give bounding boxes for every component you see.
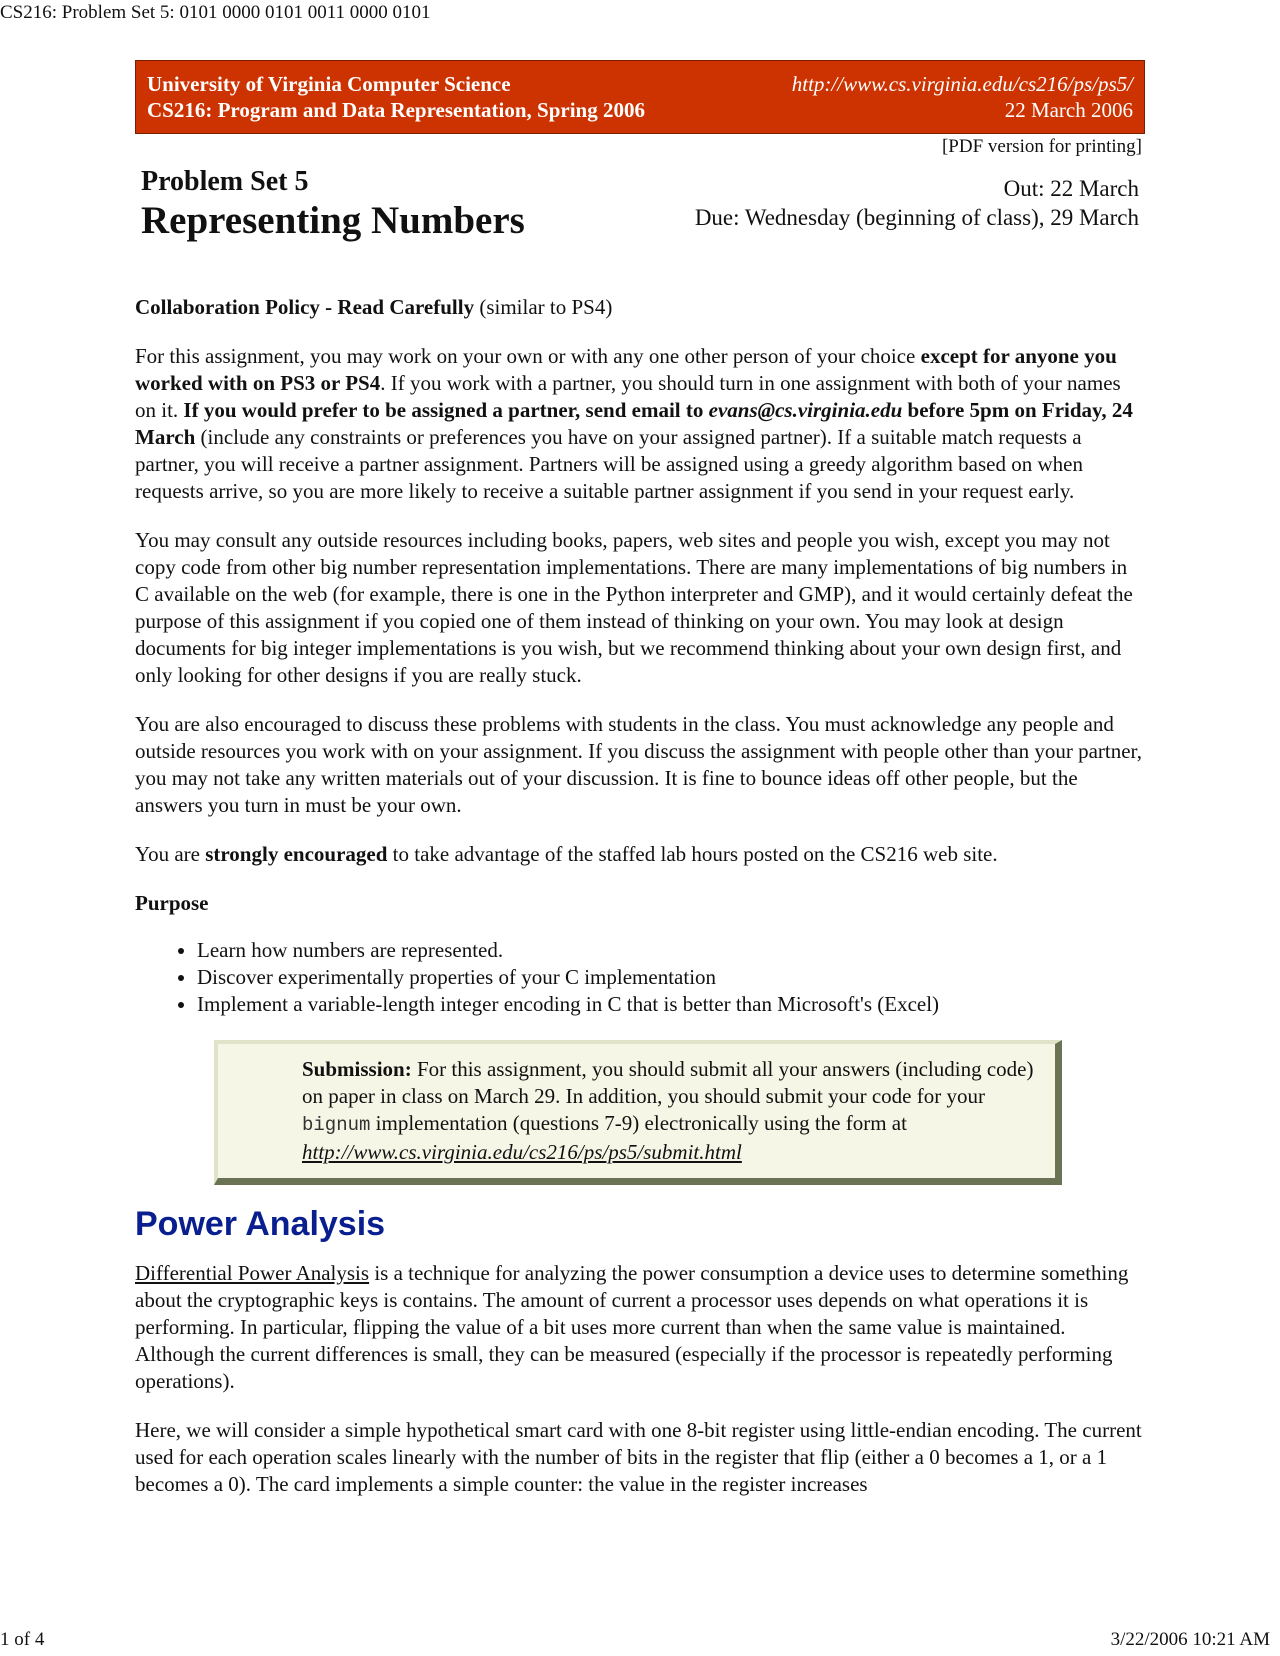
submission-box: Submission: For this assignment, you should submit all your answers (including code) on paper in class on March 29. In addition, you should submit your code for your bignum implementation (questions 7-9) electronically using the form at http://www.cs.virginia.edu/cs216/ps/ps5/submit.html — [214, 1040, 1062, 1185]
course-banner — [135, 60, 1145, 134]
dpa-link[interactable]: Differential Power Analysis — [135, 1261, 370, 1285]
bignum-code: bignum — [302, 1114, 371, 1136]
out-date: Out: 22 March — [1003, 176, 1139, 201]
problem-set-label: Problem Set 5 — [141, 166, 309, 197]
page-title: Representing Numbers — [141, 199, 525, 242]
print-timestamp: 3/22/2006 10:21 AM — [1110, 1629, 1270, 1650]
page-number: 1 of 4 — [0, 1629, 45, 1650]
university-name: University of Virginia Computer Science — [147, 72, 511, 96]
policy-paragraph-4: You are strongly encouraged to take advantage of the staffed lab hours posted on the CS216 web site. — [135, 842, 998, 866]
due-dates — [695, 174, 1139, 232]
list-item: • Learn how numbers are represented. — [197, 937, 1145, 964]
course-name: CS216: Program and Data Representation, Spring 2006 — [147, 98, 645, 122]
policy-paragraph-3: You are also encouraged to discuss these problems with students in the class. You must acknowledge any people and outside resources you work with on your assignment. If you discuss the assignment with people other than your partner, you may not take any written materials out of your discussion. It is fine to bounce ideas off other people, but the answers you turn in must be your own. — [135, 712, 1142, 817]
list-item: • Discover experimentally properties of your C implementation — [197, 964, 1145, 991]
power-paragraph-1: Differential Power Analysis is a technique for analyzing the power consumption a device uses to determine something about the cryptographic keys is contains. The amount of current a processor uses depends on what operations it is performing. In particular, flipping the value of a bit uses more current than when the same value is maintained. Although the current differences is small, they can be measured (especially if the processor is repeatedly performing operations). — [135, 1261, 1129, 1393]
purpose-heading: Purpose — [135, 891, 209, 915]
submit-form-link[interactable]: http://www.cs.virginia.edu/cs216/ps/ps5/submit.html — [302, 1140, 742, 1164]
list-item: • Implement a variable-length integer encoding in C that is better than Microsoft's (Excel) — [197, 991, 1145, 1018]
course-url-link[interactable]: http://www.cs.virginia.edu/cs216/ps/ps5/ — [791, 72, 1133, 96]
banner-date: 22 March 2006 — [1004, 98, 1133, 122]
section-title-power-analysis: Power Analysis — [135, 1205, 386, 1243]
pdf-version-link[interactable]: [PDF version for printing] — [941, 136, 1142, 157]
main-body — [135, 294, 1145, 1520]
policy-paragraph-1: For this assignment, you may work on your own or with any one other person of your choice except for anyone you worked with on PS3 or PS4. If you work with a partner, you should turn in one assignment with both of your names on it. If you would prefer to be assigned a partner, send email to evans@cs.virginia.edu before 5pm on Friday, 24 March (include any constraints or preferences you have on your assigned partner). If a suitable match requests a partner, you will receive a partner assignment. Partners will be assigned using a greedy algorithm based on when requests arrive, so you are more likely to receive a suitable partner assignment if you send in your request early. — [135, 344, 1133, 503]
policy-paragraph-2: You may consult any outside resources including books, papers, web sites and people you wish, except you may not copy code from other big number representation implementations. There are many implementations of big numbers in C available on the web (for example, there is one in the Python interpreter and GMP), and it would certainly defeat the purpose of this assignment if you copied one of them instead of thinking on your own. You may look at design documents for big integer implementations is you wish, but we recommend thinking about your own design first, and only looking for other designs if you are really stuck. — [135, 528, 1133, 687]
due-date: Due: Wednesday (beginning of class), 29 March — [694, 205, 1139, 230]
print-header: CS216: Problem Set 5: 0101 0000 0101 0011 0000 0101 — [0, 2, 431, 23]
purpose-list — [135, 937, 1145, 1018]
page-content — [135, 60, 1145, 1496]
power-paragraph-2: Here, we will consider a simple hypothetical smart card with one 8-bit register using little-endian encoding. The current used for each operation scales linearly with the number of bits in the register that flip (either a 0 becomes a 1, or a 1 becomes a 0). The card implements a simple counter: the value in the register increases — [135, 1418, 1142, 1496]
collaboration-heading: Collaboration Policy - Read Carefully (similar to PS4) — [135, 295, 613, 319]
email-link[interactable]: evans@cs.virginia.edu — [708, 398, 903, 422]
